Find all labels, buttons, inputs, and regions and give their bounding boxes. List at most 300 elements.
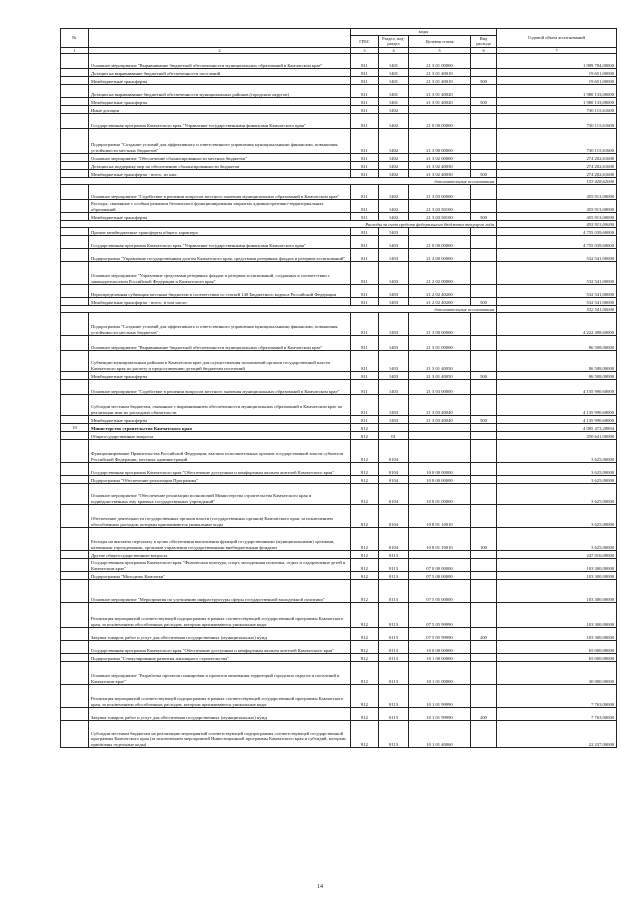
cell-section: 1403 <box>379 262 409 285</box>
cell-expense-type <box>471 654 497 662</box>
cell-section: 1402 <box>379 106 409 114</box>
cell-name: Реализация мероприятий соответствующей подпрограммы в рамках соответствующей государственной программы Камчатского края, за исключением обособленных расходов, которым присваиваются уникальные коды <box>89 685 351 708</box>
cell-grbs: 812 <box>351 580 379 603</box>
cell-target-article: 21 0 00 00000 <box>409 114 471 129</box>
cell-grbs: 811 <box>351 77 379 85</box>
cell-number <box>61 200 89 213</box>
cell-expense-type <box>471 114 497 129</box>
cell-section: 0113 <box>379 580 409 603</box>
cell-section: 1403 <box>379 395 409 416</box>
table-row <box>61 685 617 708</box>
cell-name: Функционирование Правительства Российской Федерации, высших исполнительных органов государственной власти субъектов Российской Федерации, местных администраций <box>89 440 351 463</box>
cell-grbs: 811 <box>351 351 379 372</box>
cell-name: Межбюджетные трансферты - всего, в том числе: <box>89 298 351 306</box>
cell-expense-type <box>471 236 497 249</box>
cell-amount: 3 625,00000 <box>497 476 617 484</box>
cell-target-article: 21 3 02 00000 <box>409 154 471 162</box>
cell-name: Межбюджетные трансферты <box>89 98 351 106</box>
cell-expense-type <box>471 685 497 708</box>
cell-number <box>61 572 89 580</box>
table-body <box>61 54 617 748</box>
cell-expense-type: 500 <box>471 298 497 306</box>
cell-amount: 22 237,00000 <box>497 721 617 748</box>
table-row <box>61 528 617 551</box>
document-sheet <box>60 28 616 748</box>
cell-grbs: 812 <box>351 476 379 484</box>
cell-name: Прочие межбюджетные трансферты общего характера <box>89 228 351 236</box>
cell-target-article: 21 2 02 00000 <box>409 262 471 285</box>
cell-amount: 7 763,00000 <box>497 708 617 721</box>
cell-target-article <box>409 551 471 559</box>
header-index: 4 <box>379 47 409 53</box>
table-row <box>61 85 617 98</box>
header-rzpr: Раздел, под-раздел <box>379 36 409 48</box>
subrow-amount: 153 428,62000 <box>497 178 617 185</box>
cell-amount: 274 202,61600 <box>497 170 617 178</box>
cell-grbs: 811 <box>351 69 379 77</box>
header-row <box>61 29 617 36</box>
cell-section: 1402 <box>379 129 409 154</box>
cell-name: Другие общегосударственные вопросы <box>89 551 351 559</box>
cell-grbs: 811 <box>351 298 379 306</box>
cell-amount: 4 135 990,60000 <box>497 416 617 424</box>
header-index: 2 <box>89 47 351 53</box>
cell-target-article <box>409 432 471 440</box>
cell-expense-type <box>471 129 497 154</box>
cell-expense-type: 100 <box>471 528 497 551</box>
cell-section: 1402 <box>379 162 409 170</box>
cell-name: Основное мероприятие "Выравнивание бюджетной обеспеченности муниципальных образований в Камчатском крае" <box>89 54 351 69</box>
cell-grbs: 811 <box>351 213 379 221</box>
cell-section: 0104 <box>379 463 409 476</box>
cell-target-article <box>409 424 471 432</box>
cell-grbs: 812 <box>351 559 379 572</box>
cell-name: Реализация мероприятий соответствующей подпрограммы в рамках соответствующей государственной программы Камчатского края, за исключением обособленных расходов, которым присваиваются уникальные коды <box>89 603 351 628</box>
cell-grbs: 811 <box>351 85 379 98</box>
cell-amount: 103 300,00000 <box>497 603 617 628</box>
cell-expense-type <box>471 432 497 440</box>
cell-amount: 4 755 039,60000 <box>497 236 617 249</box>
cell-expense-type <box>471 336 497 351</box>
cell-amount: 103 300,00000 <box>497 580 617 603</box>
cell-target-article: 21 2 00 00000 <box>409 249 471 262</box>
cell-section: 1403 <box>379 372 409 380</box>
cell-target-article: 10 1 01 99990 <box>409 685 471 708</box>
cell-expense-type <box>471 228 497 236</box>
cell-section: 1403 <box>379 228 409 236</box>
cell-amount: 455 913,00000 <box>497 200 617 213</box>
cell-grbs: 811 <box>351 200 379 213</box>
table-row <box>61 484 617 505</box>
cell-target-article: 21 2 02 40200 <box>409 298 471 306</box>
cell-target-article: 07 0 00 00000 <box>409 559 471 572</box>
cell-grbs: 811 <box>351 185 379 200</box>
cell-section: 0113 <box>379 641 409 654</box>
cell-grbs: 811 <box>351 372 379 380</box>
table-row <box>61 662 617 685</box>
cell-expense-type <box>471 54 497 69</box>
cell-target-article: 21 3 00 00000 <box>409 129 471 154</box>
cell-number <box>61 432 89 440</box>
table-row <box>61 98 617 106</box>
cell-grbs: 811 <box>351 98 379 106</box>
cell-target-article: 21 3 01 40010 <box>409 69 471 77</box>
cell-section: 01 <box>379 432 409 440</box>
cell-expense-type <box>471 572 497 580</box>
cell-expense-type <box>471 162 497 170</box>
cell-target-article: 07 5 00 00000 <box>409 572 471 580</box>
cell-expense-type <box>471 580 497 603</box>
cell-number <box>61 395 89 416</box>
table-row <box>61 298 617 306</box>
cell-amount: 532 541,00000 <box>497 262 617 285</box>
cell-grbs: 811 <box>351 228 379 236</box>
table-row <box>61 106 617 114</box>
cell-section: 1403 <box>379 285 409 298</box>
cell-target-article: 21 3 03 40040 <box>409 416 471 424</box>
cell-section: 1401 <box>379 54 409 69</box>
cell-section: 1401 <box>379 98 409 106</box>
cell-grbs: 811 <box>351 313 379 336</box>
cell-number <box>61 580 89 603</box>
cell-name: Дотации на выравнивание бюджетной обеспеченности муниципальных районов (городских округов) <box>89 85 351 98</box>
cell-expense-type <box>471 424 497 432</box>
cell-section: 1403 <box>379 298 409 306</box>
cell-amount: 3 625,00000 <box>497 528 617 551</box>
cell-amount: 730 115,61600 <box>497 106 617 114</box>
cell-grbs: 811 <box>351 249 379 262</box>
cell-amount: 19 651,00000 <box>497 69 617 77</box>
cell-section: 0104 <box>379 476 409 484</box>
table-row <box>61 628 617 641</box>
cell-number <box>61 54 89 69</box>
cell-amount: 103 300,00000 <box>497 572 617 580</box>
cell-name: Межбюджетные трансферты - всего, из них: <box>89 170 351 178</box>
cell-grbs: 812 <box>351 505 379 528</box>
header-amount: Годовой объем ассигнований <box>497 29 617 48</box>
cell-grbs: 812 <box>351 551 379 559</box>
cell-expense-type <box>471 440 497 463</box>
subrow-note: дополнительные ассигнования <box>61 306 497 313</box>
cell-amount: 532 541,00000 <box>497 285 617 298</box>
cell-section: 1403 <box>379 313 409 336</box>
header-index: 5 <box>409 47 471 53</box>
subrow-amount: 455 913,00000 <box>497 221 617 228</box>
cell-section: 1402 <box>379 170 409 178</box>
cell-expense-type <box>471 351 497 372</box>
cell-expense-type: 200 <box>471 628 497 641</box>
cell-number <box>61 336 89 351</box>
cell-grbs: 811 <box>351 395 379 416</box>
cell-target-article: 21 3 02 40030 <box>409 162 471 170</box>
cell-grbs: 811 <box>351 336 379 351</box>
cell-amount: 4 222 498,60000 <box>497 313 617 336</box>
cell-number <box>61 603 89 628</box>
cell-target-article: 21 3 01 00000 <box>409 54 471 69</box>
cell-amount: 4 085 473,28894 <box>497 424 617 432</box>
cell-number <box>61 228 89 236</box>
cell-section: 1403 <box>379 351 409 372</box>
cell-name: Основное мероприятие "Разработка проектов планировки и проектов межевания территорий городских округов и поселений в Камчатском крае" <box>89 662 351 685</box>
cell-name: Дотации на поддержку мер по обеспечению сбалансированности бюджетов <box>89 162 351 170</box>
table-row <box>61 129 617 154</box>
cell-number <box>61 528 89 551</box>
cell-expense-type: 200 <box>471 708 497 721</box>
table-row <box>61 77 617 85</box>
cell-grbs: 811 <box>351 162 379 170</box>
table-row <box>61 351 617 372</box>
cell-section: 1402 <box>379 200 409 213</box>
cell-target-article: 10 8 00 00000 <box>409 476 471 484</box>
cell-target-article: 07 5 05 99990 <box>409 603 471 628</box>
table-row <box>61 721 617 748</box>
table-row <box>61 185 617 200</box>
cell-name: Закупка товаров, работ и услуг для обеспечения государственных (муниципальных) нужд <box>89 708 351 721</box>
cell-amount: 86 508,00000 <box>497 336 617 351</box>
cell-expense-type <box>471 476 497 484</box>
cell-section: 0104 <box>379 505 409 528</box>
cell-target-article: 21 3 03 40040 <box>409 395 471 416</box>
cell-name: Дотации на выравнивание бюджетной обеспеченности поселений <box>89 69 351 77</box>
table-row <box>61 69 617 77</box>
cell-name: Основное мероприятие "Управление средствами резервных фондов и резервов ассигнований, созданных в соответствии с законодательством Российской Федерации и Камчатского края" <box>89 262 351 285</box>
cell-grbs: 812 <box>351 463 379 476</box>
cell-section: 0113 <box>379 685 409 708</box>
cell-target-article: 10 8 01 00000 <box>409 484 471 505</box>
budget-table <box>60 28 617 748</box>
cell-grbs: 812 <box>351 440 379 463</box>
table-row <box>61 54 617 69</box>
cell-expense-type <box>471 505 497 528</box>
cell-grbs: 812 <box>351 628 379 641</box>
table-row <box>61 708 617 721</box>
cell-grbs: 811 <box>351 129 379 154</box>
cell-name: Государственная программа Камчатского края "Обеспечение доступным и комфортным жильем жителей Камчатского края" <box>89 641 351 654</box>
cell-number <box>61 628 89 641</box>
cell-amount: 1 980 133,00000 <box>497 85 617 98</box>
cell-number <box>61 721 89 748</box>
cell-amount: 30 000,00000 <box>497 662 617 685</box>
cell-amount: 4 135 990,60000 <box>497 380 617 395</box>
cell-amount: 4 135 990,60000 <box>497 395 617 416</box>
cell-name: Обеспечение деятельности государственных органов власти (государственных органов) Камчатского края, за исключением обособленных расходов, которым присваиваются уникальные коды <box>89 505 351 528</box>
cell-name: Общегосударственные вопросы <box>89 432 351 440</box>
cell-number <box>61 416 89 424</box>
cell-name: Субсидии местным бюджетам, связанные с выравниванием обеспеченности муниципальных образований в Камчатском крае по реализации ими их расходных обязательств <box>89 395 351 416</box>
cell-expense-type: 500 <box>471 372 497 380</box>
cell-number <box>61 262 89 285</box>
cell-target-article: 10 1 00 00000 <box>409 654 471 662</box>
cell-target-article: 21 3 01 40050 <box>409 372 471 380</box>
cell-name: Подпрограмма "Обеспечение реализации Программы" <box>89 476 351 484</box>
cell-name: Министерство строительства Камчатского края <box>89 424 351 432</box>
cell-expense-type <box>471 662 497 685</box>
cell-name: Государственная программа Камчатского края "Обеспечение доступным и комфортным жильем жителей Камчатского края" <box>89 463 351 476</box>
cell-name: Основное мероприятие "Содействие в решении вопросов местного значения муниципальных образований в Камчатском крае" <box>89 380 351 395</box>
header-vr: Вид расхода <box>471 36 497 48</box>
cell-target-article: 21 3 02 40030 <box>409 170 471 178</box>
cell-amount: 19 651,00000 <box>497 77 617 85</box>
table-row <box>61 559 617 572</box>
cell-target-article: 21 3 03 50100 <box>409 213 471 221</box>
cell-target-article: 10 8 01 10010 <box>409 505 471 528</box>
header-grbs: ГРБС <box>351 36 379 48</box>
cell-target-article: 07 5 05 99990 <box>409 628 471 641</box>
cell-number <box>61 114 89 129</box>
cell-expense-type <box>471 395 497 416</box>
cell-grbs: 812 <box>351 432 379 440</box>
cell-amount: 7 763,00000 <box>497 685 617 708</box>
cell-name: Межбюджетные трансферты <box>89 372 351 380</box>
cell-expense-type <box>471 603 497 628</box>
cell-target-article: 10 1 01 40060 <box>409 721 471 748</box>
cell-number <box>61 129 89 154</box>
cell-expense-type <box>471 262 497 285</box>
cell-amount: 86 508,00000 <box>497 372 617 380</box>
table-row <box>61 572 617 580</box>
cell-name: Подпрограмма "Создание условий для эффективного и ответственного управления муниципальными финансами, повышения устойчивости местных бюджетов" <box>89 313 351 336</box>
cell-target-article: 10 0 00 00000 <box>409 463 471 476</box>
cell-number <box>61 551 89 559</box>
table-row <box>61 114 617 129</box>
cell-target-article: 21 3 01 00000 <box>409 336 471 351</box>
table-row <box>61 551 617 559</box>
cell-expense-type: 500 <box>471 213 497 221</box>
cell-section: 1403 <box>379 416 409 424</box>
table-row <box>61 580 617 603</box>
cell-amount: 3 625,00000 <box>497 440 617 463</box>
cell-number <box>61 380 89 395</box>
header-no: № <box>61 29 89 48</box>
cell-number <box>61 298 89 306</box>
cell-grbs: 811 <box>351 285 379 298</box>
cell-name: Закупка товаров, работ и услуг для обеспечения государственных (муниципальных) нужд <box>89 628 351 641</box>
cell-number <box>61 662 89 685</box>
cell-grbs: 812 <box>351 708 379 721</box>
cell-number <box>61 654 89 662</box>
table-row <box>61 228 617 236</box>
cell-number <box>61 641 89 654</box>
table-row <box>61 154 617 162</box>
table-row <box>61 262 617 285</box>
cell-target-article: 21 3 00 00000 <box>409 313 471 336</box>
cell-grbs: 811 <box>351 170 379 178</box>
cell-section: 1401 <box>379 85 409 98</box>
cell-grbs: 812 <box>351 654 379 662</box>
cell-section: 1402 <box>379 114 409 129</box>
subrow-note: дополнительные ассигнования <box>61 178 497 185</box>
header-index: 6 <box>471 47 497 53</box>
table-row <box>61 416 617 424</box>
cell-number <box>61 484 89 505</box>
cell-number <box>61 559 89 572</box>
cell-section: 0113 <box>379 662 409 685</box>
cell-grbs: 811 <box>351 154 379 162</box>
cell-name: Межбюджетные трансферты <box>89 416 351 424</box>
cell-expense-type <box>471 249 497 262</box>
cell-amount: 532 541,00000 <box>497 249 617 262</box>
cell-expense-type <box>471 185 497 200</box>
cell-name: Подпрограмма "Молодежь Камчатки" <box>89 572 351 580</box>
cell-grbs: 811 <box>351 416 379 424</box>
cell-number <box>61 463 89 476</box>
cell-number: 10 <box>61 424 89 432</box>
cell-target-article <box>409 106 471 114</box>
cell-target-article <box>409 228 471 236</box>
table-row <box>61 236 617 249</box>
cell-amount: 730 115,61600 <box>497 114 617 129</box>
cell-target-article: 21 3 03 00000 <box>409 185 471 200</box>
cell-expense-type: 500 <box>471 98 497 106</box>
cell-section: 0113 <box>379 721 409 748</box>
table-row <box>61 380 617 395</box>
cell-name: Государственная программа Камчатского края "Управление государственными финансами Камчатского края" <box>89 114 351 129</box>
cell-amount: 103 300,00000 <box>497 559 617 572</box>
cell-name: Государственная программа Камчатского края "Управление государственными финансами Камчатского края" <box>89 236 351 249</box>
table-row <box>61 654 617 662</box>
cell-expense-type <box>471 154 497 162</box>
cell-grbs: 811 <box>351 54 379 69</box>
cell-number <box>61 685 89 708</box>
cell-section: 0104 <box>379 440 409 463</box>
cell-expense-type <box>471 551 497 559</box>
cell-amount: 1 999 784,00000 <box>497 54 617 69</box>
header-csr: Целевая статья <box>409 36 471 48</box>
cell-section: 0113 <box>379 628 409 641</box>
cell-amount: 274 202,61600 <box>497 162 617 170</box>
cell-expense-type <box>471 200 497 213</box>
cell-name: Основное мероприятие "Мероприятия по улучшению инфраструктуры сферы государственной молодежной политики" <box>89 580 351 603</box>
cell-amount: 455 913,00000 <box>497 213 617 221</box>
cell-section: 1403 <box>379 380 409 395</box>
cell-expense-type <box>471 559 497 572</box>
cell-amount: 1 980 133,00000 <box>497 98 617 106</box>
cell-section: 1401 <box>379 77 409 85</box>
cell-expense-type <box>471 313 497 336</box>
cell-number <box>61 162 89 170</box>
cell-grbs: 811 <box>351 262 379 285</box>
cell-target-article: 21 2 02 40200 <box>409 285 471 298</box>
cell-expense-type <box>471 106 497 114</box>
cell-target-article: 21 0 00 00000 <box>409 236 471 249</box>
cell-target-article: 10 1 01 00000 <box>409 662 471 685</box>
cell-number <box>61 98 89 106</box>
cell-number <box>61 476 89 484</box>
cell-section: 0113 <box>379 572 409 580</box>
header-name <box>89 29 351 48</box>
table-row <box>61 372 617 380</box>
cell-grbs: 811 <box>351 106 379 114</box>
table-row <box>61 463 617 476</box>
cell-number <box>61 708 89 721</box>
cell-number <box>61 249 89 262</box>
table-row <box>61 170 617 178</box>
cell-amount: 3 625,00000 <box>497 484 617 505</box>
cell-section: 0113 <box>379 559 409 572</box>
cell-amount: 455 913,00000 <box>497 185 617 200</box>
cell-amount: 65 000,00000 <box>497 654 617 662</box>
cell-grbs: 811 <box>351 114 379 129</box>
cell-target-article: 21 3 01 40020 <box>409 98 471 106</box>
cell-number <box>61 154 89 162</box>
cell-target-article: 10 0 00 00000 <box>409 641 471 654</box>
cell-grbs: 812 <box>351 641 379 654</box>
cell-name: Расходы, связанные с особым режимом безопасного функционирования закрытых административно-территориальных образований <box>89 200 351 213</box>
cell-expense-type: 500 <box>471 416 497 424</box>
table-subrow <box>61 221 617 228</box>
page-number: 14 <box>317 884 323 890</box>
cell-target-article <box>409 440 471 463</box>
